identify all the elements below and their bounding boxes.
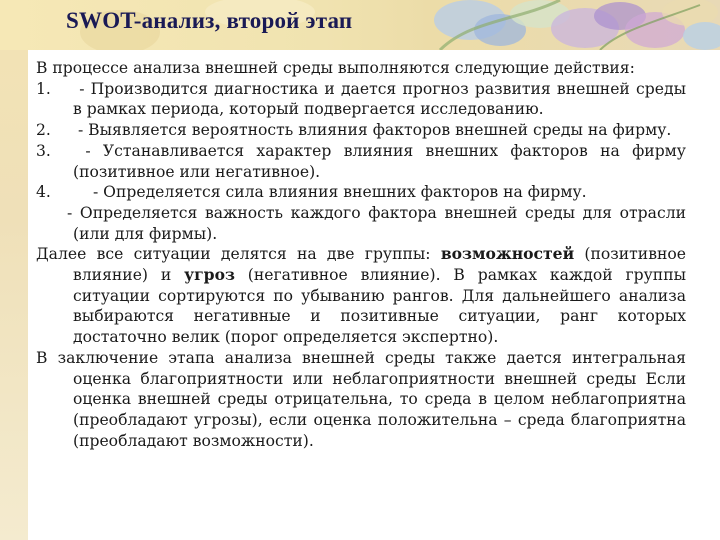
list-item — [36, 141, 686, 182]
list-item — [36, 120, 686, 141]
list-number: 2. — [36, 121, 51, 140]
paragraph-text: (позитивное влияние) и — [73, 245, 686, 285]
slide-body — [36, 58, 686, 451]
page-title: SWOT-анализ, второй этап — [66, 8, 353, 33]
header-floral-band — [0, 0, 720, 50]
list-item — [36, 79, 686, 120]
list-number: 1. — [36, 79, 51, 98]
list-item — [36, 182, 686, 203]
left-decor-strip — [0, 0, 28, 540]
list-item-continued: - Определяется важность каждого фактора внешней среды для отрасли (или для фирмы). — [67, 203, 686, 243]
paragraph-text: (негативное влияние). В рамках каждой группы ситуации сортируются по убыванию рангов. Для дальнейшего анализа выбираются негативные и позитивные ситуации, ранг которых достаточно велик (порог определяется экспертно). — [73, 266, 686, 347]
list-number: 3. — [36, 141, 51, 160]
intro-line: В процессе анализа внешней среды выполняются следующие действия: — [36, 59, 635, 77]
list-text: - Устанавливается характер влияния внешних факторов на фирму (позитивное или негативное). — [73, 141, 686, 181]
paragraph-groups — [36, 244, 686, 348]
paragraph-text: Далее все ситуации делятся на две группы: — [36, 245, 441, 264]
list-text: - Определяется сила влияния внешних факторов на фирму. — [88, 183, 587, 202]
bold-opportunities: возможностей — [440, 244, 575, 264]
paragraph-conclusion: В заключение этапа анализа внешней среды также дается интегральная оценка благоприятности или неблагоприятности внешней среды Если оценка внешней среды отрицательна, то среда в целом неблагоприятна (преобладают угрозы), если оценка положительна – среда благоприятна (преобладают возможности). — [36, 348, 686, 450]
list-text: - Производится диагностика и дается прогноз развития внешней среды в рамках периода, который подвергается исследованию. — [73, 79, 686, 119]
list-number: 4. — [36, 183, 51, 202]
bold-threats: угроз — [184, 265, 235, 285]
list-text: - Выявляется вероятность влияния факторов внешней среды на фирму. — [73, 121, 672, 140]
